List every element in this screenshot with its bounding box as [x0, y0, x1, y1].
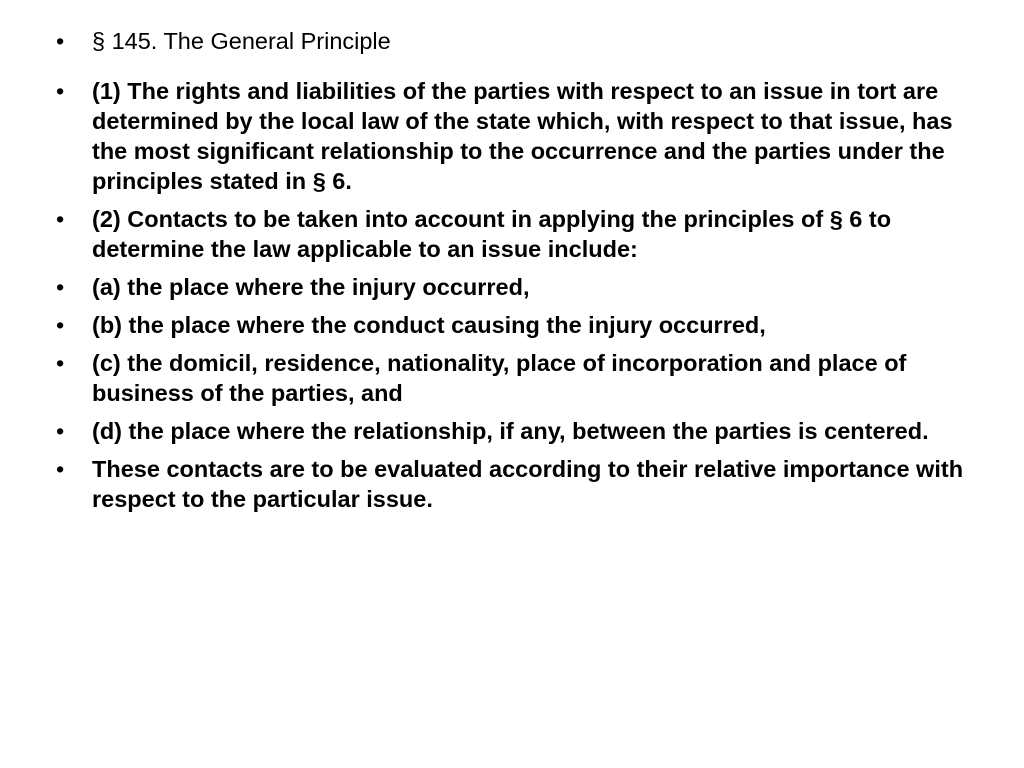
bullet-text: (d) the place where the relationship, if any, between the parties is centered.: [92, 418, 929, 444]
bullet-item-b: [56, 310, 986, 340]
bullet-text: (2) Contacts to be taken into account in applying the principles of § 6 to determine the law applicable to an issue include:: [92, 206, 892, 262]
bullet-icon: •: [56, 274, 65, 300]
bullet-item-a: [56, 272, 986, 302]
bullet-text: (c) the domicil, residence, nationality, place of incorporation and place of business of the parties, and: [92, 350, 907, 406]
bullet-item-evaluation: [56, 454, 986, 514]
bullet-text: (1) The rights and liabilities of the parties with respect to an issue in tort are determined by the local law of the state which, with respect to that issue, has the most significant relationship to the occurrence and the parties under the principles stated in § 6.: [92, 78, 953, 194]
bullet-icon: •: [56, 206, 65, 232]
bullet-item-d: [56, 416, 986, 446]
bullet-text: § 145. The General Principle: [92, 28, 391, 54]
bullet-icon: •: [56, 312, 65, 338]
bullet-icon: •: [56, 456, 65, 482]
bullet-icon: •: [56, 350, 65, 376]
bullet-icon: •: [56, 28, 65, 54]
bullet-text: (a) the place where the injury occurred,: [92, 274, 530, 300]
bullet-item-1: [56, 76, 986, 196]
bullet-item-heading: [56, 26, 986, 56]
bullet-item-2: [56, 204, 986, 264]
bullet-icon: •: [56, 418, 65, 444]
bullet-text: (b) the place where the conduct causing the injury occurred,: [92, 312, 766, 338]
bullet-icon: •: [56, 78, 65, 104]
bullet-text: These contacts are to be evaluated according to their relative importance with respect to the particular issue.: [92, 456, 964, 512]
bullet-list: [56, 26, 986, 522]
bullet-item-c: [56, 348, 986, 408]
